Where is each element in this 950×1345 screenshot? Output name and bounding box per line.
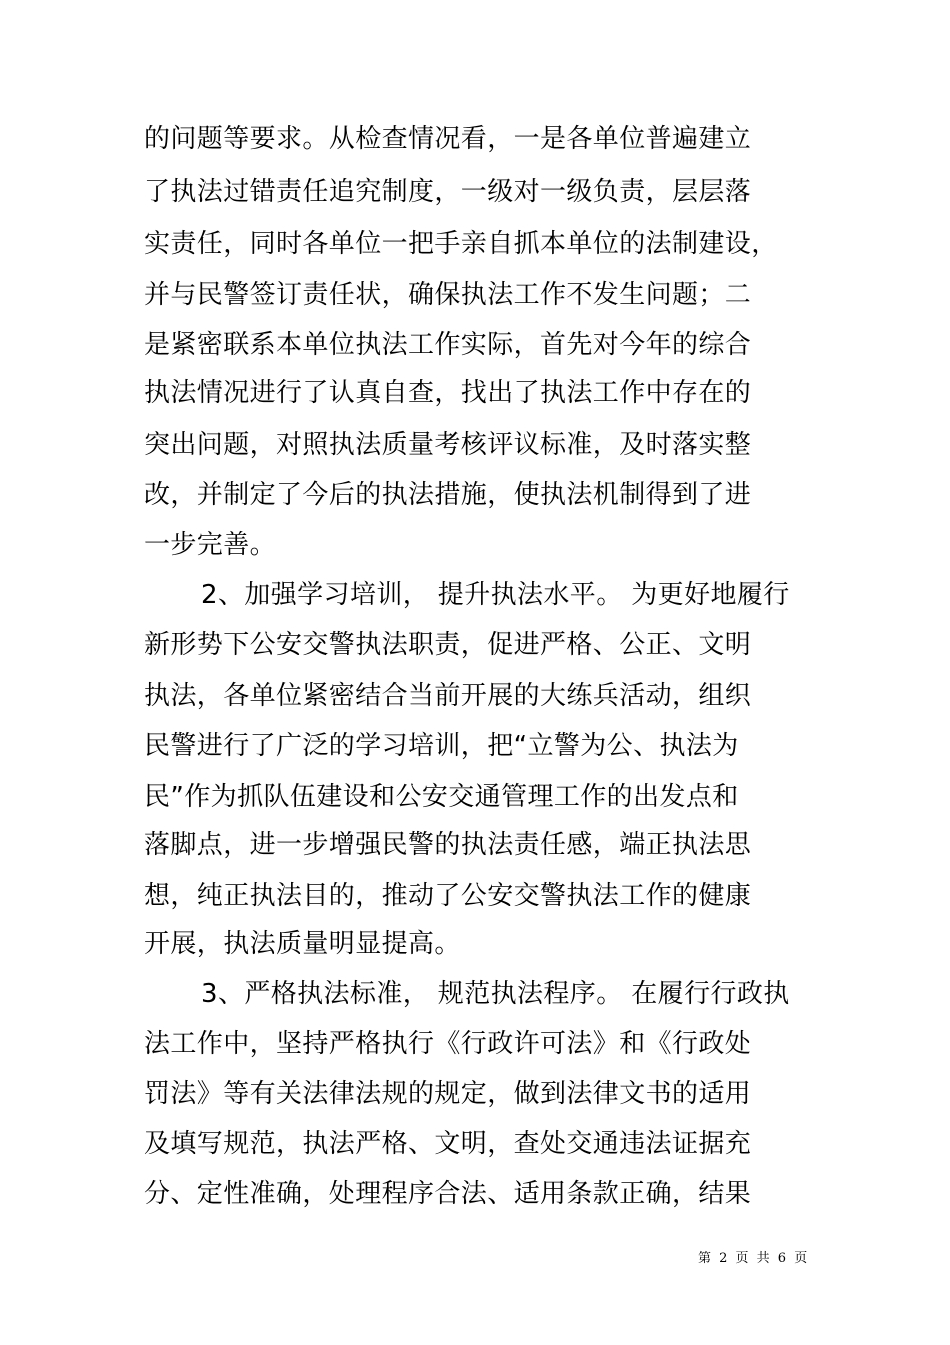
body-text-line: 罚法》等有关法律法规的规定，做到法律文书的适用 <box>144 1079 752 1109</box>
body-text-line: 一步完善。 <box>144 530 277 560</box>
body-text-line: 执法情况进行了认真自查，找出了执法工作中存在的 <box>144 378 752 408</box>
body-text-line: 及填写规范，执法严格、文明，查处交通违法证据充 <box>144 1129 752 1159</box>
page-number-footer: 第 2 页 共 6 页 <box>698 1251 810 1266</box>
section-heading-line: 2、加强学习培训， 提升执法水平。 为更好地履行 <box>201 580 790 610</box>
body-text-line: 实责任，同时各单位一把手亲自抓本单位的法制建设， <box>144 229 778 259</box>
body-text-line: 并与民警签订责任状，确保执法工作不发生问题；二 <box>144 280 752 310</box>
body-text-line: 执法，各单位紧密结合当前开展的大练兵活动，组织 <box>144 681 752 711</box>
body-text-line: 的问题等要求。从检查情况看，一是各单位普遍建立 <box>144 124 752 154</box>
body-text-line: 改，并制定了今后的执法措施，使执法机制得到了进 <box>144 480 752 510</box>
body-text-line: 法工作中，坚持严格执行《行政许可法》和《行政处 <box>144 1029 752 1059</box>
body-text-line: 民”作为抓队伍建设和公安交通管理工作的出发点和 <box>144 782 739 812</box>
body-text-line: 落脚点，进一步增强民警的执法责任感，端正执法思 <box>144 830 752 860</box>
body-text-line: 了执法过错责任追究制度，一级对一级负责，层层落 <box>144 177 752 207</box>
body-text-line: 突出问题，对照执法质量考核评议标准，及时落实整 <box>144 430 752 460</box>
body-text-line: 开展，执法质量明显提高。 <box>144 929 461 959</box>
section-heading-line: 3、严格执法标准， 规范执法程序。 在履行行政执 <box>201 979 790 1009</box>
body-text-line: 是紧密联系本单位执法工作实际，首先对今年的综合 <box>144 330 752 360</box>
body-text-line: 想，纯正执法目的，推动了公安交警执法工作的健康 <box>144 881 752 911</box>
body-text-line: 新形势下公安交警执法职责，促进严格、公正、文明 <box>144 630 752 660</box>
body-text-line: 民警进行了广泛的学习培训，把“立警为公、执法为 <box>144 731 739 761</box>
body-text-line: 分、定性准确，处理程序合法、适用条款正确，结果 <box>144 1179 752 1209</box>
